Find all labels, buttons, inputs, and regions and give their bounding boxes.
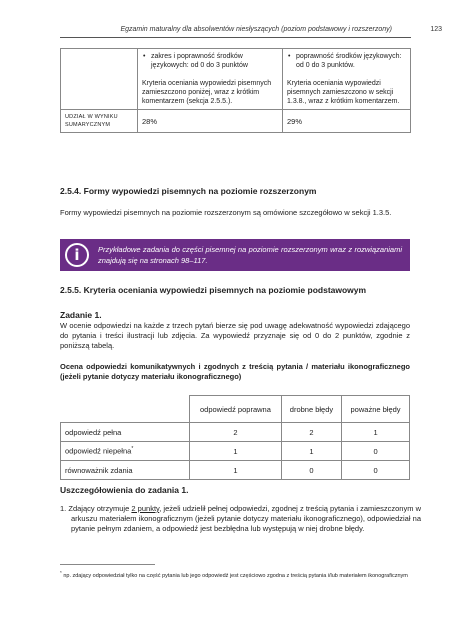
score-cell: 1 — [342, 423, 410, 442]
footnote-marker: * — [131, 446, 134, 453]
score-cell: 1 — [281, 442, 341, 461]
footnote-text: np. zdający odpowiedział tylko na część pytania lub jego odpowiedź jest częściowo zgodna z treścią pytania i/lub materiałem ikonograficznym — [61, 572, 408, 579]
task-heading: Zadanie 1. — [60, 310, 102, 320]
score-cell: 0 — [342, 461, 410, 480]
column-header: odpowiedź poprawna — [190, 396, 282, 423]
exam-structure-table — [60, 48, 411, 133]
details-text: 1. Zdający otrzymuje — [60, 504, 132, 513]
table-cell — [283, 49, 411, 110]
percent-value: 29% — [287, 116, 303, 126]
table-row — [61, 461, 410, 480]
row-label-text: równoważnik zdania — [65, 465, 133, 475]
table-cell — [138, 110, 283, 133]
footnote — [60, 569, 410, 580]
row-label-text: odpowiedź niepełna — [65, 446, 132, 456]
section-text: Formy wypowiedzi pisemnych na poziomie rozszerzonym są omówione szczegółowo w sekcji 1.3.5. — [60, 208, 392, 217]
row-label — [61, 461, 190, 480]
score-cell: 0 — [342, 442, 410, 461]
info-box — [60, 239, 410, 271]
table-header-row — [61, 396, 410, 423]
page-header — [0, 26, 442, 33]
section-heading: 2.5.4. Formy wypowiedzi pisemnych na poziomie rozszerzonym — [60, 186, 317, 196]
cell-note: Kryteria oceniania wypowiedzi pisemnych zamieszczono poniżej, wraz z krótkim komentarzem (sekcja 2.5.5.). — [142, 80, 272, 105]
table-row — [61, 442, 410, 461]
row-label — [61, 110, 138, 133]
info-text: Przykładowe zadania do części pisemnej na poziomie rozszerzonym wraz z rozwiązaniami znajdują się na stronach 98–117. — [98, 245, 402, 265]
list-item: • zakres i poprawność środków językowych: od 0 do 3 punktów — [151, 52, 278, 70]
row-label-text: UDZIAŁ W WYNIKU SUMARYCZNYM — [65, 114, 118, 128]
header-title: Egzamin maturalny dla absolwentów niesłyszących (poziom podstawowy i rozszerzony) — [120, 26, 392, 33]
details-emphasis: 2 punkty — [131, 504, 160, 513]
list-item: • poprawność środków językowych: od 0 do 3 punktów. — [296, 52, 406, 70]
table-caption: Ocena odpowiedzi komunikatywnych i zgodnych z treścią pytania / materiału ikonograficznego (jeżeli pytanie dotyczy materiału ikonograficznego) — [60, 362, 410, 381]
table-row — [61, 423, 410, 442]
score-cell: 1 — [190, 461, 282, 480]
info-icon: i — [65, 243, 89, 267]
table-cell — [138, 49, 283, 110]
table-row — [61, 110, 411, 133]
header-divider — [60, 37, 411, 38]
row-label — [61, 442, 190, 461]
details-heading: Uszczegółowienia do zadania 1. — [60, 485, 189, 495]
percent-value: 28% — [142, 116, 158, 126]
table-cell — [61, 49, 138, 110]
page-number: 123 — [430, 26, 442, 33]
row-label — [61, 423, 190, 442]
column-header: poważne błędy — [342, 396, 410, 423]
score-cell: 2 — [190, 423, 282, 442]
cell-note: Kryteria oceniania wypowiedzi pisemnych zamieszczono w sekcji 1.3.8., wraz z krótkim komentarzem. — [287, 80, 400, 105]
score-cell: 1 — [190, 442, 282, 461]
section-heading: 2.5.5. Kryteria oceniania wypowiedzi pisemnych na poziomie podstawowym — [60, 285, 367, 295]
table-cell — [61, 396, 190, 423]
table-row — [61, 49, 411, 110]
footnote-marker: * — [60, 570, 62, 575]
score-cell: 2 — [281, 423, 341, 442]
details-text: , jeżeli udzielił pełnej odpowiedzi, zgodnej z treścią pytania i zamieszczonym w arkuszu materiałem ikonograficznym (jeżeli pytanie dotyczy materiału ikonograficznego), odpowiedział na pytanie pełnym zdaniem, a odpowiedź jest bezbłędna lub występują w niej drobne błędy. — [71, 504, 421, 533]
scoring-table — [60, 395, 410, 480]
column-header: drobne błędy — [281, 396, 341, 423]
row-label-text: odpowiedź pełna — [65, 427, 122, 437]
footnote-divider — [60, 564, 155, 565]
task-text: W ocenie odpowiedzi na każde z trzech pytań bierze się pod uwagę adekwatność wypowiedzi zdającego do pytania i treści ilustracji lub zdjęcia. Za wypowiedź przyznaje się od 0 do 2 punktów, zgodnie z poniższą tabelą. — [60, 321, 410, 350]
details-item — [60, 504, 421, 534]
score-cell: 0 — [281, 461, 341, 480]
table-cell — [283, 110, 411, 133]
